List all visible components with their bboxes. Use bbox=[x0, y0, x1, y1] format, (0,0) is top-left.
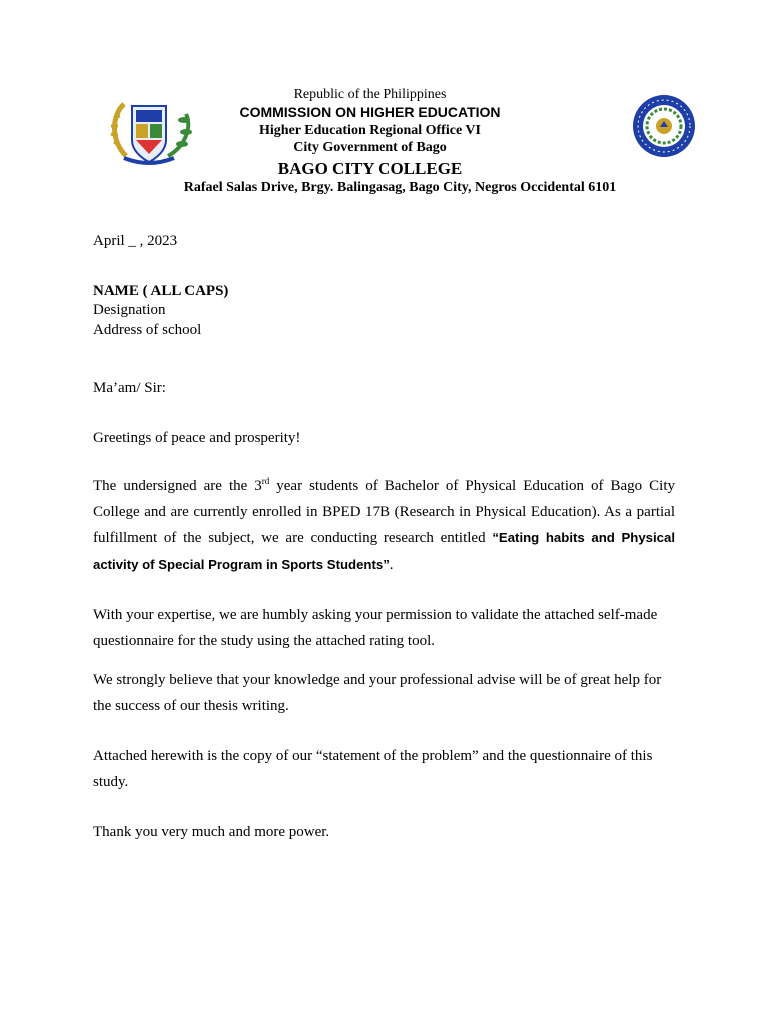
letter-date: April _ , 2023 bbox=[93, 233, 178, 249]
research-title: “Eating habits and Physical activity of Special Program in Sports Students” bbox=[93, 530, 675, 572]
paragraph-belief: We strongly believe that your knowledge and your professional advise will be of great help for the success of our thesis writing. bbox=[93, 672, 662, 714]
paragraph-request: With your expertise, we are humbly asking your permission to validate the attached self-made questionnaire for the study using the attached rating tool. bbox=[93, 607, 658, 649]
paragraph-introduction bbox=[93, 474, 675, 578]
header-commission: COMMISSION ON HIGHER EDUCATION bbox=[239, 104, 501, 120]
paragraph-introduction-start: The undersigned are the 3 bbox=[93, 478, 262, 494]
header-college-name: BAGO CITY COLLEGE bbox=[277, 159, 463, 178]
header-city-government: City Government of Bago bbox=[293, 140, 447, 155]
recipient-designation: Designation bbox=[93, 302, 166, 318]
header-regional-office: Higher Education Regional Office VI bbox=[259, 123, 481, 138]
paragraph-closing: Thank you very much and more power. bbox=[93, 824, 330, 840]
salutation: Ma’am/ Sir: bbox=[93, 380, 166, 396]
recipient-school-address: Address of school bbox=[93, 322, 202, 338]
header-republic: Republic of the Philippines bbox=[293, 87, 447, 102]
paragraph-attachments: Attached herewith is the copy of our “statement of the problem” and the questionnaire of this study. bbox=[93, 748, 653, 790]
paragraph-introduction-end: . bbox=[389, 556, 394, 573]
ordinal-suffix: rd bbox=[261, 476, 270, 486]
header-address: Rafael Salas Drive, Brgy. Balingasag, Bago City, Negros Occidental 6101 bbox=[183, 180, 617, 195]
recipient-name: NAME ( ALL CAPS) bbox=[93, 283, 229, 299]
greeting: Greetings of peace and prosperity! bbox=[93, 430, 301, 446]
bago-city-college-education-seal-icon bbox=[631, 93, 697, 159]
paragraph-introduction-body: year students of Bachelor of Physical Education of Bago City College and are currently enrolled in BPED 17B (Research in Physical Education). As a partial fulfillment of the subject, we are conducting research entitled bbox=[93, 478, 675, 546]
